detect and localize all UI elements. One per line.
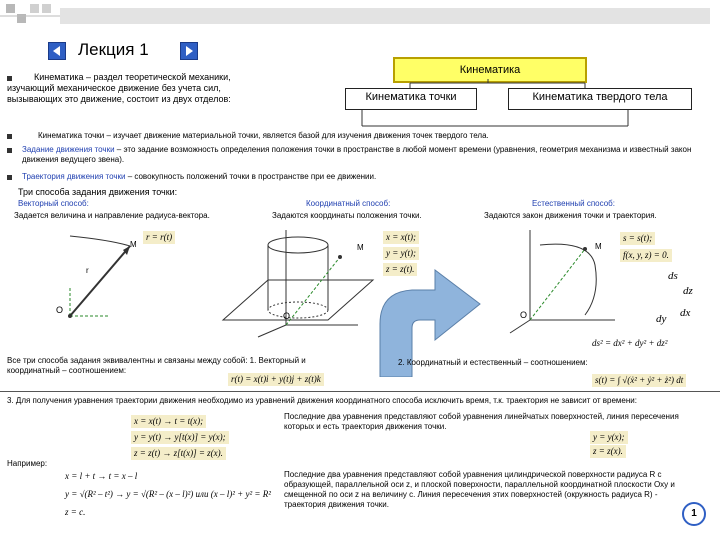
formula-elim-x: x = x(t) → t = t(x); [131,415,206,428]
bullet-1-text: Кинематика точки – изучает движение материальной точки, является базой для изучения движения точек твердого тела. [38,131,489,140]
natural-point-label: M [595,242,602,251]
method-vector-name: Векторный способ: [18,199,89,208]
diagram-root-box: Кинематика [393,57,587,83]
equiv-left-text: Все три способа задания эквивалентны и связаны между собой: 1. Векторный и координатный – соотношением: [7,356,306,375]
bullet-marker [7,148,12,153]
formula-example-y: y = √(R² – t²) → y = √(R² – (x – l)²) или (x – l)² + y² = R² [65,489,271,499]
formula-coord-y: y = y(t); [383,247,419,260]
bullet-marker [7,134,12,139]
diagram-left-box: Кинематика точки [345,88,477,110]
divider [0,391,720,392]
top-band [60,8,710,24]
big-arrow-shape [360,232,500,377]
prev-slide-button[interactable] [48,42,66,60]
equiv-right-text: 2. Координатный и естественный – соотношением: [398,358,588,367]
example-label: Например: [7,459,48,468]
formula-result-y: y = y(x); [590,431,628,444]
method-coord-name: Координатный способ: [306,199,391,208]
para3-right-text: Последние два уравнения представляют собой уравнения линейчатых поверхностей, линия пересечения которых и есть траектория движения точки. [284,412,679,431]
formula-example-z: z = c. [65,507,86,517]
arrow-right-icon [181,43,197,59]
label-dz: dz [683,285,693,297]
intro-text: Кинематика – раздел теоретической механики, изучающий механическое движение без учета сил, вызывающих это движение, состоит из двух отделов: [7,72,231,104]
vector-origin-label: O [56,305,64,315]
formula-coord-z: z = z(t). [383,263,417,276]
label-ds: ds [668,270,678,282]
formula-natural-f: f(x, y, z) = 0. [620,249,672,262]
formula-elim-y: y = y(t) → y[t(x)] = y(x); [131,431,229,444]
method-coord-desc: Задаются координаты положения точки. [272,211,422,220]
coord-point-label: M [357,243,364,252]
formula-example-x: x = l + t → t = x – l [65,471,138,481]
label-dx: dx [680,307,691,319]
vector-point-label: M [130,240,137,249]
method-natural-desc: Задаются закон движения точки и траектория. [484,211,657,220]
coord-origin-label: O [283,311,291,321]
formula-result-z: z = z(x). [590,445,626,458]
formula-vector-law: r = r(t) [143,231,175,244]
formula-relation-coord-natural: s(t) = ∫ √(ẋ² + ẏ² + ż²) dt [592,374,686,387]
vector-r-label: r [86,266,89,275]
page-title: Лекция 1 [78,40,149,59]
page-number: 1 [682,502,706,526]
next-slide-button[interactable] [180,42,198,60]
arrow-left-icon [49,43,65,59]
label-dy: dy [656,313,667,325]
bullet-marker [7,175,12,180]
term-motion-assignment: Задание движения точки [22,145,115,154]
example-right-text: Последние два уравнения представляют собой уравнения цилиндрической поверхности радиуса R с образующей, параллельной оси z, и плоской поверхности, параллельной координатной плоскости Oxy и смещенной по оси z на величину с. Линия пересечения этих поверхностей (окружность радиуса R) - траектория движения точки. [284,470,675,509]
formula-elim-z: z = z(t) → z[t(x)] = z(x). [131,447,226,460]
coordinate-method-diagram [218,225,378,340]
formula-natural-s: s = s(t); [620,232,655,245]
formula-coord-x: x = x(t); [383,231,419,244]
bullet-3-text: Траектория движения точки – совокупность положений точки в пространстве при ее движении. [22,172,377,181]
method-natural-name: Естественный способ: [532,199,615,208]
formula-relation-vector-coord: r(t) = x(t)i + y(t)j + z(t)k [228,373,324,386]
formula-ds2: ds² = dx² + dy² + dz² [592,338,668,348]
method-vector-desc: Задается величина и направление радиуса-вектора. [14,211,210,220]
term-trajectory: Траектория движения точки [22,172,126,181]
bullet-2-text: Задание движения точки – это задание возможность определения положения точки в пространстве в любой момент времени (уравнения, геометрия механизма и известный закон движения ведущего звена). [22,145,692,164]
methods-heading: Три способа задания движения точки: [18,187,178,197]
diagram-right-box: Кинематика твердого тела [508,88,692,110]
para3-text: 3. Для получения уравнения траектории движения необходимо из уравнений движения координатного способа исключить время, т.к. траектория не зависит от времени: [7,396,637,405]
natural-origin-label: O [520,310,528,320]
